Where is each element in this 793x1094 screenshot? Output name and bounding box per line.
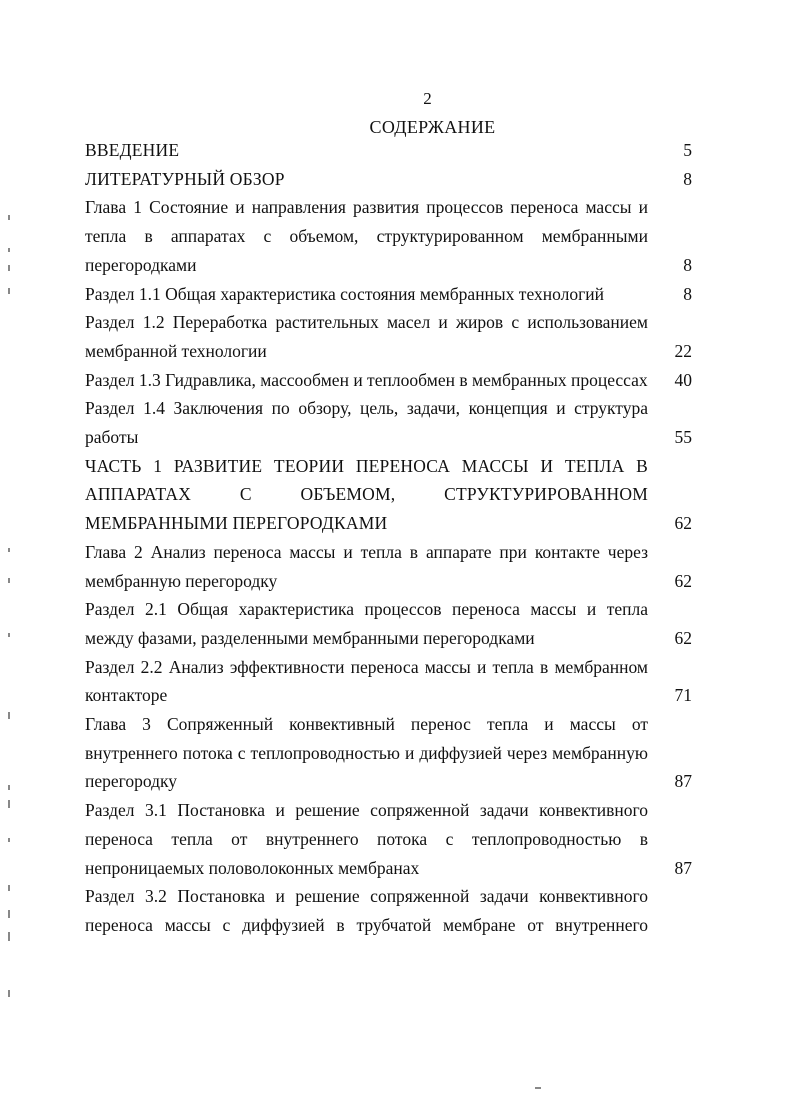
toc-entry-literature-review[interactable] bbox=[85, 165, 692, 194]
toc-entry-page: 22 bbox=[674, 340, 692, 361]
toc-entry-page: 62 bbox=[674, 627, 692, 648]
scan-mark bbox=[8, 548, 10, 552]
toc-entry-chapter-1[interactable] bbox=[85, 193, 692, 279]
toc-entry-text: Раздел 3.1 Постановка и решение сопряженной задачи конвективного переноса тепла от внутреннего потока с теплопроводностью в непроницаемых половолоконных мембранах bbox=[85, 800, 648, 878]
scan-mark bbox=[8, 248, 10, 252]
toc-entry-page: 8 bbox=[683, 254, 692, 275]
toc-entry-text: Раздел 1.1 Общая характеристика состояния мембранных технологий bbox=[85, 283, 605, 304]
toc-entry-section-1-3[interactable] bbox=[85, 366, 692, 395]
scan-mark bbox=[8, 990, 10, 997]
toc-entry-text: Раздел 1.3 Гидравлика, массообмен и теплообмен в мембранных процессах bbox=[85, 369, 648, 390]
scan-mark bbox=[8, 838, 10, 842]
table-of-contents bbox=[85, 136, 692, 940]
toc-entry-page: 8 bbox=[683, 168, 692, 189]
toc-entry-section-1-4[interactable] bbox=[85, 394, 692, 451]
scan-mark bbox=[8, 578, 10, 583]
toc-entry-section-1-1[interactable] bbox=[85, 280, 692, 309]
toc-entry-section-1-2[interactable] bbox=[85, 308, 692, 365]
toc-entry-page: 62 bbox=[674, 513, 692, 534]
toc-entry-part-1[interactable] bbox=[85, 452, 692, 538]
scan-mark bbox=[8, 215, 10, 220]
scan-mark bbox=[8, 785, 10, 790]
toc-entry-section-3-2[interactable] bbox=[85, 882, 692, 939]
toc-entry-page: 5 bbox=[683, 140, 692, 160]
toc-entry-text: Раздел 1.2 Переработка растительных масел и жиров с использованием мембранной технологии bbox=[85, 312, 648, 361]
toc-entry-page: 8 bbox=[683, 283, 692, 304]
page-number: 2 bbox=[423, 89, 432, 108]
toc-entry-page: 55 bbox=[674, 427, 692, 448]
toc-entry-text: Раздел 2.2 Анализ эффективности переноса массы и тепла в мембранном контакторе bbox=[85, 656, 648, 706]
toc-entry-section-2-2[interactable] bbox=[85, 653, 692, 710]
toc-entry-chapter-3[interactable] bbox=[85, 710, 692, 796]
toc-entry-text: Раздел 2.1 Общая характеристика процессов переноса массы и тепла между фазами, разделенными мембранными перегородками bbox=[85, 599, 648, 648]
toc-entry-text: ЧАСТЬ 1 РАЗВИТИЕ ТЕОРИИ ПЕРЕНОСА МАССЫ И ТЕПЛА В АППАРАТАХ С ОБЪЕМОМ, СТРУКТУРИРОВАННОМ МЕМБРАННЫМИ ПЕРЕГОРОДКАМИ bbox=[85, 455, 648, 534]
toc-entry-page: 87 bbox=[674, 857, 692, 878]
scan-mark bbox=[8, 885, 10, 891]
scan-mark bbox=[8, 910, 10, 918]
toc-entry-introduction[interactable] bbox=[85, 136, 692, 165]
toc-entry-page: 40 bbox=[674, 369, 692, 390]
scan-mark bbox=[8, 932, 10, 941]
toc-entry-page: 71 bbox=[674, 685, 692, 706]
toc-entry-text: Раздел 3.2 Постановка и решение сопряженной задачи конвективного переноса массы с диффузией в трубчатой мембране от внутреннего bbox=[85, 886, 648, 935]
scan-mark bbox=[535, 1087, 541, 1089]
toc-entry-text: Глава 3 Сопряженный конвективный перенос тепла и массы от внутреннего потока с теплопроводностью и диффузией через мембранную перегородку bbox=[85, 714, 648, 792]
toc-title: СОДЕРЖАНИЕ bbox=[369, 117, 496, 137]
scan-mark bbox=[8, 633, 10, 637]
toc-entry-section-3-1[interactable] bbox=[85, 796, 692, 882]
scan-mark bbox=[8, 288, 10, 294]
toc-entry-text: Глава 2 Анализ переноса массы и тепла в аппарате при контакте через мембранную перегородку bbox=[85, 541, 648, 591]
scan-mark bbox=[8, 800, 10, 808]
toc-entry-chapter-2[interactable] bbox=[85, 538, 692, 595]
toc-entry-text: Глава 1 Состояние и направления развития процессов переноса массы и тепла в аппаратах с объемом, структурированном мембранными перегородками bbox=[85, 197, 648, 275]
toc-entry-page: 62 bbox=[674, 570, 692, 591]
toc-entry-section-2-1[interactable] bbox=[85, 595, 692, 652]
toc-entry-text: ЛИТЕРАТУРНЫЙ ОБЗОР bbox=[85, 168, 285, 189]
scan-mark bbox=[8, 712, 10, 719]
toc-entry-text: Раздел 1.4 Заключения по обзору, цель, задачи, концепция и структура работы bbox=[85, 398, 648, 448]
toc-entry-page: 87 bbox=[674, 771, 692, 792]
scan-mark bbox=[8, 265, 10, 271]
toc-entry-text: ВВЕДЕНИЕ bbox=[85, 140, 180, 160]
